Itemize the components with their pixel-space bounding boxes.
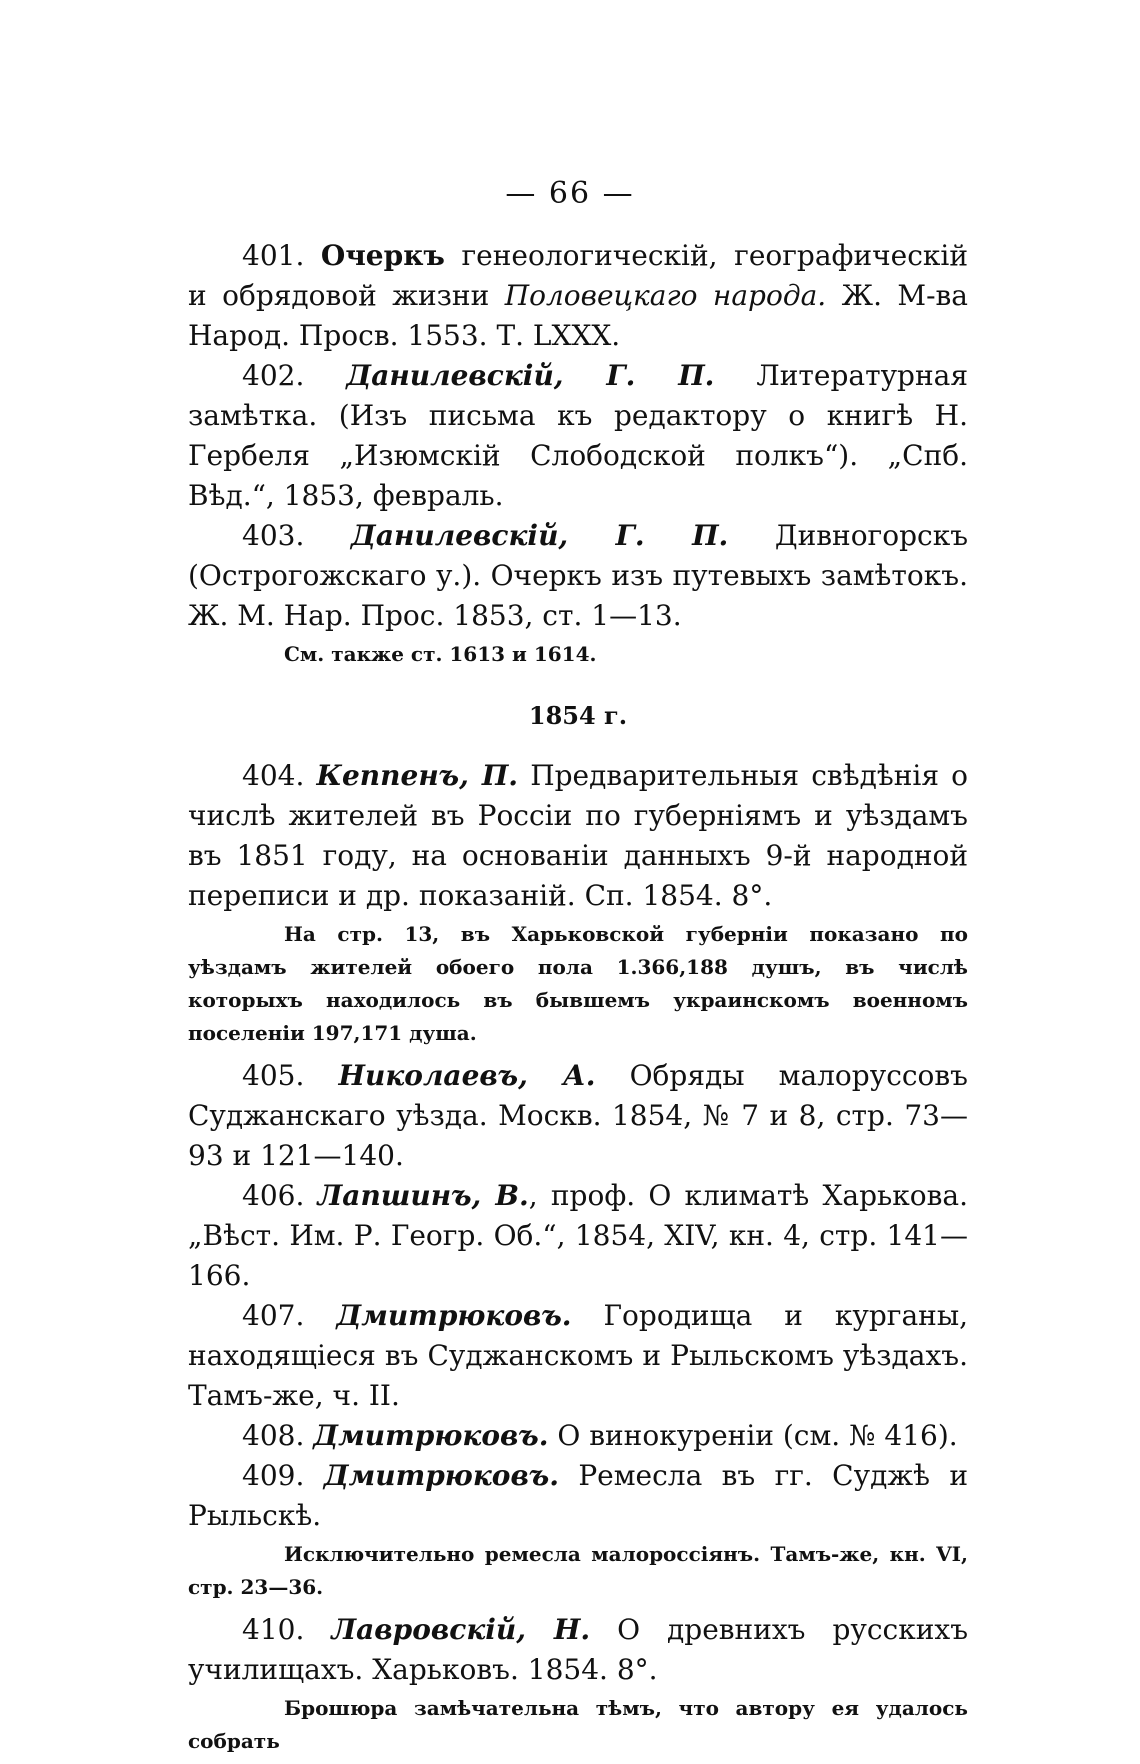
entry-author: Дмитрюковъ. (323, 1459, 559, 1492)
entry-text: О винокуреніи (см. № 416). (548, 1419, 958, 1452)
entry-author: Данилевскій, Г. П. (350, 519, 729, 552)
entry-author: Дмитрюковъ. (313, 1419, 549, 1452)
entry-410 (188, 1610, 968, 1690)
entry-number: 410. (242, 1613, 305, 1646)
entry-number: 401. (242, 239, 305, 272)
entry-note: См. также ст. 1613 и 1614. (284, 642, 597, 666)
entry-text: , проф. О климатѣ Харькова. „Вѣст. Им. Р. Геогр. Об.“, 1854, XIV, кн. 4, стр. 141—166. (188, 1179, 968, 1292)
entry-note: Брошюра замѣчательна тѣмъ, что автору ея удалось собрать (188, 1696, 968, 1753)
entry-text: Предварительныя свѣдѣнія о числѣ жителей въ Россіи по губерніямъ и уѣздамъ въ 1851 году, на основаніи данныхъ 9-й народной переписи и др. показаній. Сп. 1854. 8°. (188, 759, 968, 912)
entry-note: На стр. 13, въ Харьковской губерніи показано по уѣздамъ жителей обоего пола 1.366,188 душъ, въ числѣ которыхъ находилось въ бывшемъ украинскомъ военномъ поселеніи 197,171 душа. (188, 922, 968, 1045)
entry-409 (188, 1456, 968, 1536)
entry-note: Исключительно ремесла малороссіянъ. Тамъ-же, кн. VI, стр. 23—36. (188, 1542, 968, 1599)
entry-author: Лавровскій, Н. (331, 1613, 591, 1646)
page-number: — 66 — (505, 176, 635, 211)
entry-number: 402. (242, 359, 305, 392)
entry-italic-title: Половецкаго народа. (504, 279, 827, 312)
entry-lead: Очеркъ (320, 239, 445, 272)
entry-405 (188, 1056, 968, 1176)
entry-number: 406. (242, 1179, 305, 1212)
entry-407 (188, 1296, 968, 1416)
entry-403 (188, 516, 968, 636)
entry-401 (188, 236, 968, 356)
entry-number: 403. (242, 519, 305, 552)
entry-number: 404. (242, 759, 305, 792)
entry-text: Литературная замѣтка. (Изъ письма къ редактору о книгѣ Н. Гербеля „Изюмскій Слободской полкъ“). „Спб. Вѣд.“, 1853, февраль. (188, 359, 969, 512)
entry-author: Николаевъ, А. (338, 1059, 596, 1092)
entry-number: 408. (242, 1419, 305, 1452)
entry-author: Кеппенъ, П. (316, 759, 519, 792)
entry-author: Лапшинъ, В. (317, 1179, 529, 1212)
entry-text: Ж. М-ва Народ. Просв. 1553. Т. LXXX. (188, 279, 968, 352)
entry-text: Дивногорскъ (Острогожскаго у.). Очеркъ изъ путевыхъ замѣтокъ. Ж. М. Нар. Прос. 1853, ст. 1—13. (188, 519, 969, 632)
entry-number: 407. (242, 1299, 305, 1332)
entry-number: 409. (242, 1459, 305, 1492)
entry-text: Ремесла въ гг. Суджѣ и Рыльскѣ. (188, 1459, 968, 1532)
entry-text: О древнихъ русскихъ училищахъ. Харьковъ. 1854. 8°. (188, 1613, 969, 1686)
entry-text: генеологическій, географическій и обрядовой жизни (188, 239, 968, 312)
page-content (188, 236, 968, 1764)
entry-402 (188, 356, 968, 516)
entry-404 (188, 756, 968, 916)
entry-text: Городища и курганы, находящіеся въ Суджанскомъ и Рыльскомъ уѣздахъ. Тамъ-же, ч. II. (188, 1299, 969, 1412)
entry-text: Обряды малоруссовъ Суджанскаго уѣзда. Москв. 1854, № 7 и 8, стр. 73—93 и 121—140. (188, 1059, 968, 1172)
entry-author: Данилевскій, Г. П. (346, 359, 715, 392)
entry-406 (188, 1176, 968, 1296)
entry-408 (188, 1416, 968, 1456)
entry-author: Дмитрюковъ. (336, 1299, 572, 1332)
year-heading: 1854 г. (528, 701, 628, 730)
entry-number: 405. (242, 1059, 305, 1092)
